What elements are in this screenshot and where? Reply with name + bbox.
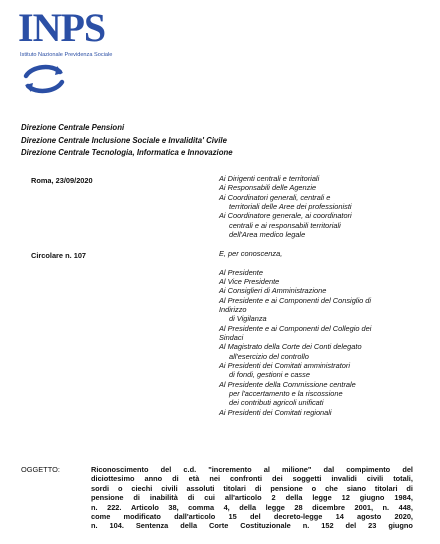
oggetto-line: pensione di inabilità di cui all'articolo 2 della legge 12 giugno 1984, xyxy=(91,493,413,503)
recipient-line: Ai Dirigenti centrali e territoriali xyxy=(219,174,320,183)
oggetto-line: come modificato dall'articolo 15 del decreto-legge 14 agosto 2020, xyxy=(91,512,413,522)
recipient-spacer xyxy=(219,258,434,267)
inps-logo xyxy=(14,6,154,96)
oggetto-text xyxy=(91,465,413,531)
direction-line: Direzione Centrale Tecnologia, Informatica e Innovazione xyxy=(21,148,233,158)
recipient-line: Al Presidente e ai Componenti del Consiglio di xyxy=(219,295,372,305)
recipient-line: all'esercizio del controllo xyxy=(229,351,309,361)
recipient-line: Ai Coordinatore generale, ai coordinatori xyxy=(219,211,352,221)
logo-wordmark: INPS xyxy=(18,5,106,50)
recipient-line: Ai Presidenti dei Comitati regionali xyxy=(219,407,332,417)
recipient-line: Al Presidente della Commissione centrale xyxy=(219,379,356,389)
direction-line: Direzione Centrale Inclusione Sociale e Invalidita' Civile xyxy=(21,135,227,145)
recipient-line: Al Presidente xyxy=(219,267,263,277)
recipient-line: per l'accertamento e la riscossione xyxy=(229,389,343,398)
oggetto-line: n. 222. Articolo 38, comma 4, della legge 28 dicembre 2001, n. 448, xyxy=(91,502,413,512)
logo-subtitle: Istituto Nazionale Previdenza Sociale xyxy=(20,52,113,58)
recipient-line: territoriali delle Aree dei professionisti xyxy=(229,202,352,212)
recipient-line: dell'Area medico legale xyxy=(229,230,306,240)
recipient-line: Sindaci xyxy=(219,332,244,342)
recipient-spacer xyxy=(219,239,434,248)
recipient-line: di fondi, gestioni e casse xyxy=(229,370,310,380)
recipient-line: di Vigilanza xyxy=(229,314,267,324)
oggetto-line: Riconoscimento del c.d. "incremento al milione" dal compimento del xyxy=(91,465,413,474)
recipient-line: Ai Coordinatori generali, centrali e xyxy=(219,192,331,202)
recipient-line: Ai Presidenti dei Comitati amministratori xyxy=(219,360,351,370)
recipient-line: Al Presidente e ai Componenti del Collegio dei xyxy=(219,323,372,333)
oggetto-label: OGGETTO: xyxy=(21,465,60,474)
recipients-list xyxy=(219,174,434,417)
recipient-line: E, per conoscenza, xyxy=(219,248,283,258)
recipient-line: Indirizzo xyxy=(219,304,247,314)
oggetto-line: sordi o ciechi civili assoluti titolari di pensione o che siano titolari di xyxy=(91,483,413,493)
recipient-line: Ai Consiglieri di Amministrazione xyxy=(219,286,327,296)
recipient-line: Al Vice Presidente xyxy=(219,276,280,286)
direction-line: Direzione Centrale Pensioni xyxy=(21,123,125,132)
recipient-line: dei contributi agricoli unificati xyxy=(229,398,324,408)
recipient-line: centrali e ai responsabili territoriali xyxy=(229,220,341,230)
recipient-line: Al Magistrato della Corte dei Conti delegato xyxy=(219,342,362,352)
oggetto-line: n. 104. Sentenza della Corte Costituzionale n. 152 del 23 giugno xyxy=(91,521,413,531)
inps-swoosh-icon xyxy=(22,64,66,94)
directions-block xyxy=(21,122,233,160)
recipient-line: Ai Responsabili delle Agenzie xyxy=(219,183,317,193)
oggetto-line: diciottesimo anno di età nei confronti dei soggetti invalidi civili totali, xyxy=(91,474,413,484)
place-date: Roma, 23/09/2020 xyxy=(31,176,93,185)
circolare-number: Circolare n. 107 xyxy=(31,251,87,260)
